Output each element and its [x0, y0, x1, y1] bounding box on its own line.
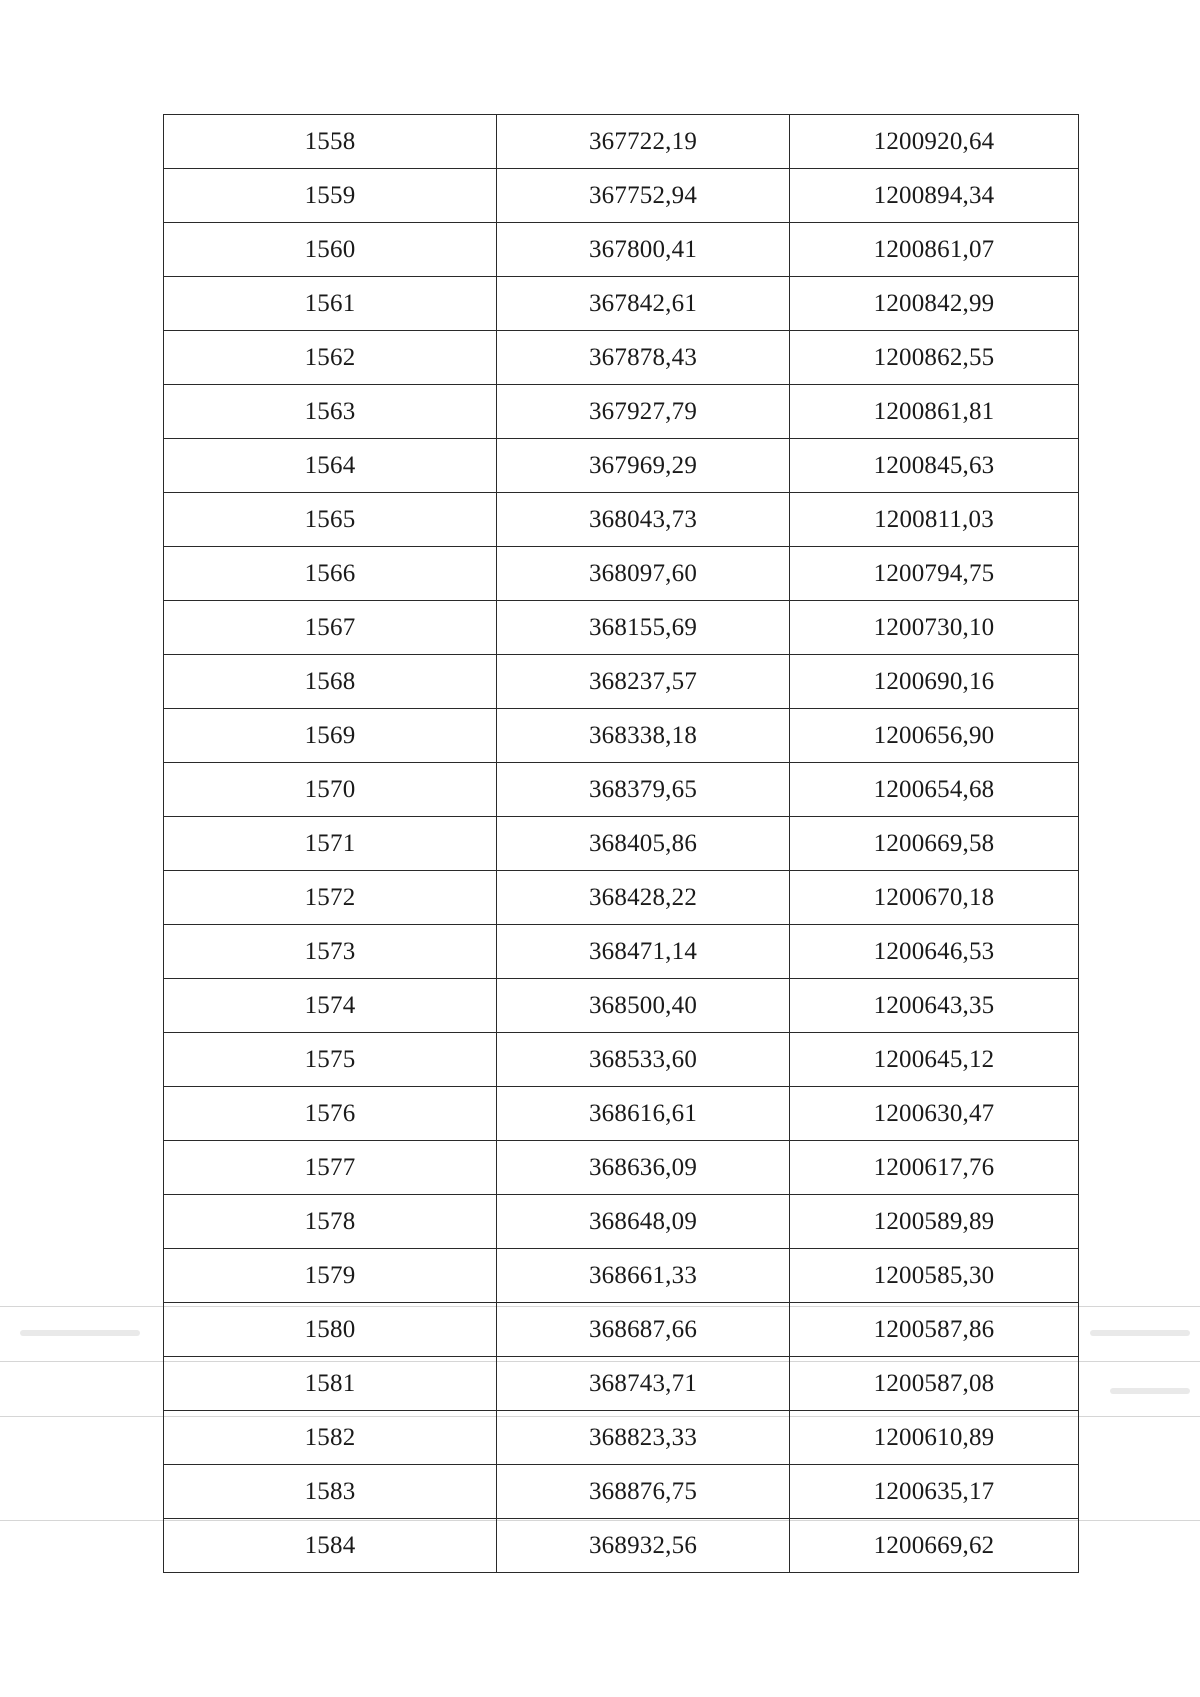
table-row	[164, 1195, 1079, 1249]
x-coordinate-cell: 368338,18	[497, 709, 790, 763]
x-coordinate-cell: 368428,22	[497, 871, 790, 925]
table-row	[164, 1519, 1079, 1573]
x-coordinate-cell: 368237,57	[497, 655, 790, 709]
point-number-cell: 1566	[164, 547, 497, 601]
point-number-cell: 1583	[164, 1465, 497, 1519]
y-coordinate-cell: 1200669,62	[790, 1519, 1079, 1573]
table-row	[164, 493, 1079, 547]
y-coordinate-cell: 1200587,08	[790, 1357, 1079, 1411]
table-row	[164, 763, 1079, 817]
table-row	[164, 439, 1079, 493]
table-row	[164, 169, 1079, 223]
x-coordinate-cell: 368648,09	[497, 1195, 790, 1249]
point-number-cell: 1565	[164, 493, 497, 547]
y-coordinate-cell: 1200811,03	[790, 493, 1079, 547]
x-coordinate-cell: 368823,33	[497, 1411, 790, 1465]
y-coordinate-cell: 1200690,16	[790, 655, 1079, 709]
coordinates-table	[163, 114, 1079, 1573]
x-coordinate-cell: 368661,33	[497, 1249, 790, 1303]
point-number-cell: 1584	[164, 1519, 497, 1573]
y-coordinate-cell: 1200630,47	[790, 1087, 1079, 1141]
table-row	[164, 1411, 1079, 1465]
point-number-cell: 1571	[164, 817, 497, 871]
y-coordinate-cell: 1200635,17	[790, 1465, 1079, 1519]
y-coordinate-cell: 1200862,55	[790, 331, 1079, 385]
y-coordinate-cell: 1200585,30	[790, 1249, 1079, 1303]
x-coordinate-cell: 368155,69	[497, 601, 790, 655]
x-coordinate-cell: 368636,09	[497, 1141, 790, 1195]
y-coordinate-cell: 1200842,99	[790, 277, 1079, 331]
y-coordinate-cell: 1200845,63	[790, 439, 1079, 493]
y-coordinate-cell: 1200861,81	[790, 385, 1079, 439]
x-coordinate-cell: 368932,56	[497, 1519, 790, 1573]
point-number-cell: 1574	[164, 979, 497, 1033]
x-coordinate-cell: 368743,71	[497, 1357, 790, 1411]
y-coordinate-cell: 1200643,35	[790, 979, 1079, 1033]
scan-artifact-smudge	[20, 1330, 140, 1336]
y-coordinate-cell: 1200645,12	[790, 1033, 1079, 1087]
point-number-cell: 1572	[164, 871, 497, 925]
table-row	[164, 331, 1079, 385]
point-number-cell: 1559	[164, 169, 497, 223]
point-number-cell: 1558	[164, 115, 497, 169]
scan-artifact-smudge	[1090, 1330, 1190, 1336]
y-coordinate-cell: 1200646,53	[790, 925, 1079, 979]
table-row	[164, 1087, 1079, 1141]
point-number-cell: 1567	[164, 601, 497, 655]
x-coordinate-cell: 368043,73	[497, 493, 790, 547]
table-row	[164, 655, 1079, 709]
point-number-cell: 1569	[164, 709, 497, 763]
x-coordinate-cell: 367878,43	[497, 331, 790, 385]
coordinates-table-body	[164, 115, 1079, 1573]
x-coordinate-cell: 367842,61	[497, 277, 790, 331]
table-row	[164, 601, 1079, 655]
x-coordinate-cell: 368876,75	[497, 1465, 790, 1519]
table-row	[164, 115, 1079, 169]
y-coordinate-cell: 1200670,18	[790, 871, 1079, 925]
table-row	[164, 1249, 1079, 1303]
y-coordinate-cell: 1200920,64	[790, 115, 1079, 169]
x-coordinate-cell: 368687,66	[497, 1303, 790, 1357]
x-coordinate-cell: 368616,61	[497, 1087, 790, 1141]
point-number-cell: 1560	[164, 223, 497, 277]
y-coordinate-cell: 1200656,90	[790, 709, 1079, 763]
x-coordinate-cell: 367800,41	[497, 223, 790, 277]
point-number-cell: 1581	[164, 1357, 497, 1411]
table-row	[164, 223, 1079, 277]
x-coordinate-cell: 367969,29	[497, 439, 790, 493]
y-coordinate-cell: 1200894,34	[790, 169, 1079, 223]
table-row	[164, 1465, 1079, 1519]
table-row	[164, 1303, 1079, 1357]
x-coordinate-cell: 368533,60	[497, 1033, 790, 1087]
point-number-cell: 1562	[164, 331, 497, 385]
table-row	[164, 1141, 1079, 1195]
point-number-cell: 1576	[164, 1087, 497, 1141]
table-row	[164, 385, 1079, 439]
table-row	[164, 709, 1079, 763]
y-coordinate-cell: 1200610,89	[790, 1411, 1079, 1465]
point-number-cell: 1570	[164, 763, 497, 817]
point-number-cell: 1561	[164, 277, 497, 331]
point-number-cell: 1563	[164, 385, 497, 439]
point-number-cell: 1582	[164, 1411, 497, 1465]
y-coordinate-cell: 1200654,68	[790, 763, 1079, 817]
point-number-cell: 1577	[164, 1141, 497, 1195]
x-coordinate-cell: 367927,79	[497, 385, 790, 439]
x-coordinate-cell: 368471,14	[497, 925, 790, 979]
table-row	[164, 925, 1079, 979]
point-number-cell: 1568	[164, 655, 497, 709]
table-row	[164, 277, 1079, 331]
scan-artifact-smudge	[1110, 1388, 1190, 1394]
x-coordinate-cell: 368405,86	[497, 817, 790, 871]
table-row	[164, 979, 1079, 1033]
y-coordinate-cell: 1200617,76	[790, 1141, 1079, 1195]
point-number-cell: 1578	[164, 1195, 497, 1249]
y-coordinate-cell: 1200861,07	[790, 223, 1079, 277]
x-coordinate-cell: 367752,94	[497, 169, 790, 223]
table-row	[164, 1033, 1079, 1087]
x-coordinate-cell: 368097,60	[497, 547, 790, 601]
point-number-cell: 1575	[164, 1033, 497, 1087]
table-row	[164, 871, 1079, 925]
table-row	[164, 547, 1079, 601]
y-coordinate-cell: 1200587,86	[790, 1303, 1079, 1357]
point-number-cell: 1564	[164, 439, 497, 493]
x-coordinate-cell: 368379,65	[497, 763, 790, 817]
x-coordinate-cell: 368500,40	[497, 979, 790, 1033]
y-coordinate-cell: 1200669,58	[790, 817, 1079, 871]
y-coordinate-cell: 1200794,75	[790, 547, 1079, 601]
y-coordinate-cell: 1200730,10	[790, 601, 1079, 655]
table-row	[164, 817, 1079, 871]
point-number-cell: 1579	[164, 1249, 497, 1303]
point-number-cell: 1580	[164, 1303, 497, 1357]
y-coordinate-cell: 1200589,89	[790, 1195, 1079, 1249]
point-number-cell: 1573	[164, 925, 497, 979]
x-coordinate-cell: 367722,19	[497, 115, 790, 169]
table-row	[164, 1357, 1079, 1411]
